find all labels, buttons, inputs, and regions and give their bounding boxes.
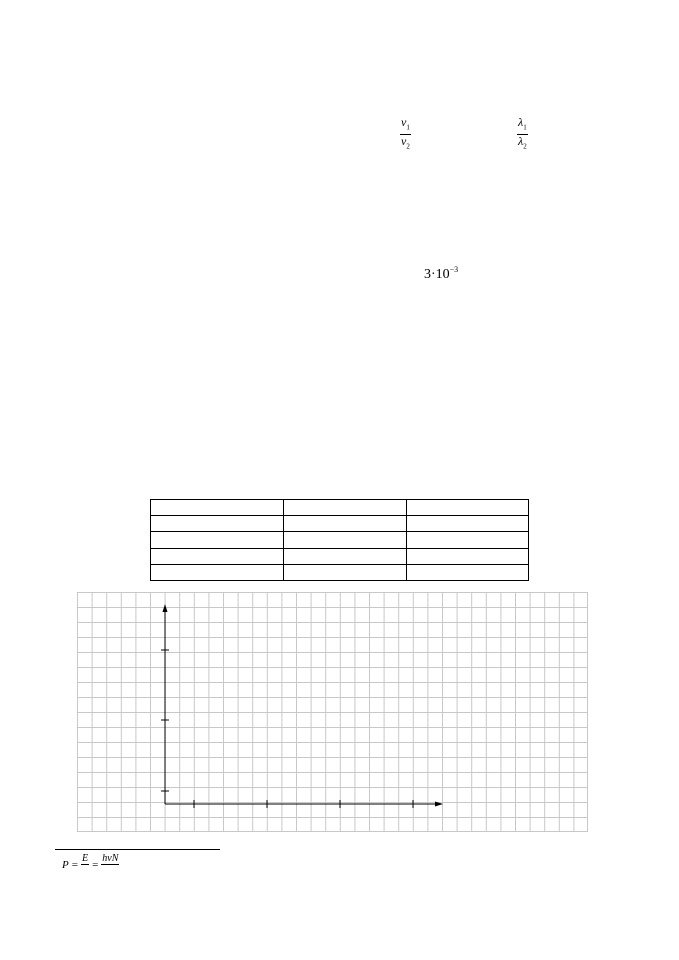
- lambda-ratio: [517, 116, 528, 154]
- table-cell: [151, 500, 284, 516]
- lambda2-symbol: λ: [518, 134, 524, 149]
- table-cell: [151, 532, 284, 548]
- table-cell: [151, 516, 284, 532]
- table-cell: [151, 564, 284, 580]
- energy-denominator: [83, 865, 88, 876]
- formula-equals: =: [92, 858, 99, 871]
- table-cell: [407, 532, 529, 548]
- footnote-rule: [55, 849, 220, 850]
- formula-equals: =: [71, 858, 78, 871]
- data-table: [150, 499, 529, 581]
- table-row: [151, 548, 529, 564]
- table-row: [151, 532, 529, 548]
- nu2-symbol: ν: [401, 134, 407, 149]
- energy-fraction: [81, 853, 89, 876]
- footnote-formula: [62, 853, 119, 876]
- table-row: [151, 564, 529, 580]
- graph-paper: [77, 592, 588, 832]
- power-mantissa: 3·10: [424, 267, 450, 282]
- photon-numerator: hνN: [102, 853, 119, 864]
- photon-fraction: [101, 853, 119, 876]
- power-value: [424, 265, 458, 283]
- table-cell: [284, 548, 407, 564]
- grid-lines: [77, 592, 588, 832]
- table-cell: [407, 516, 529, 532]
- table-row: [151, 516, 529, 532]
- table-row: [151, 500, 529, 516]
- table-cell: [284, 564, 407, 580]
- formula-lhs: P: [62, 858, 69, 871]
- lambda2-subscript: 2: [523, 142, 527, 151]
- lambda1-symbol: λ: [518, 115, 524, 129]
- nu2-subscript: 2: [406, 142, 410, 151]
- table-cell: [151, 548, 284, 564]
- table-cell: [284, 516, 407, 532]
- table-cell: [284, 532, 407, 548]
- nu1-subscript: 1: [406, 123, 410, 132]
- power-exponent: −3: [449, 265, 459, 274]
- lambda1-subscript: 1: [523, 123, 527, 132]
- axes: [161, 604, 443, 808]
- table-cell: [284, 500, 407, 516]
- energy-numerator: E: [81, 853, 89, 864]
- nu1-symbol: ν: [401, 115, 407, 129]
- table-cell: [407, 564, 529, 580]
- photon-denominator: [108, 865, 113, 876]
- graph-grid: [77, 592, 588, 832]
- table-cell: [407, 548, 529, 564]
- nu-ratio: [400, 116, 411, 154]
- table-cell: [407, 500, 529, 516]
